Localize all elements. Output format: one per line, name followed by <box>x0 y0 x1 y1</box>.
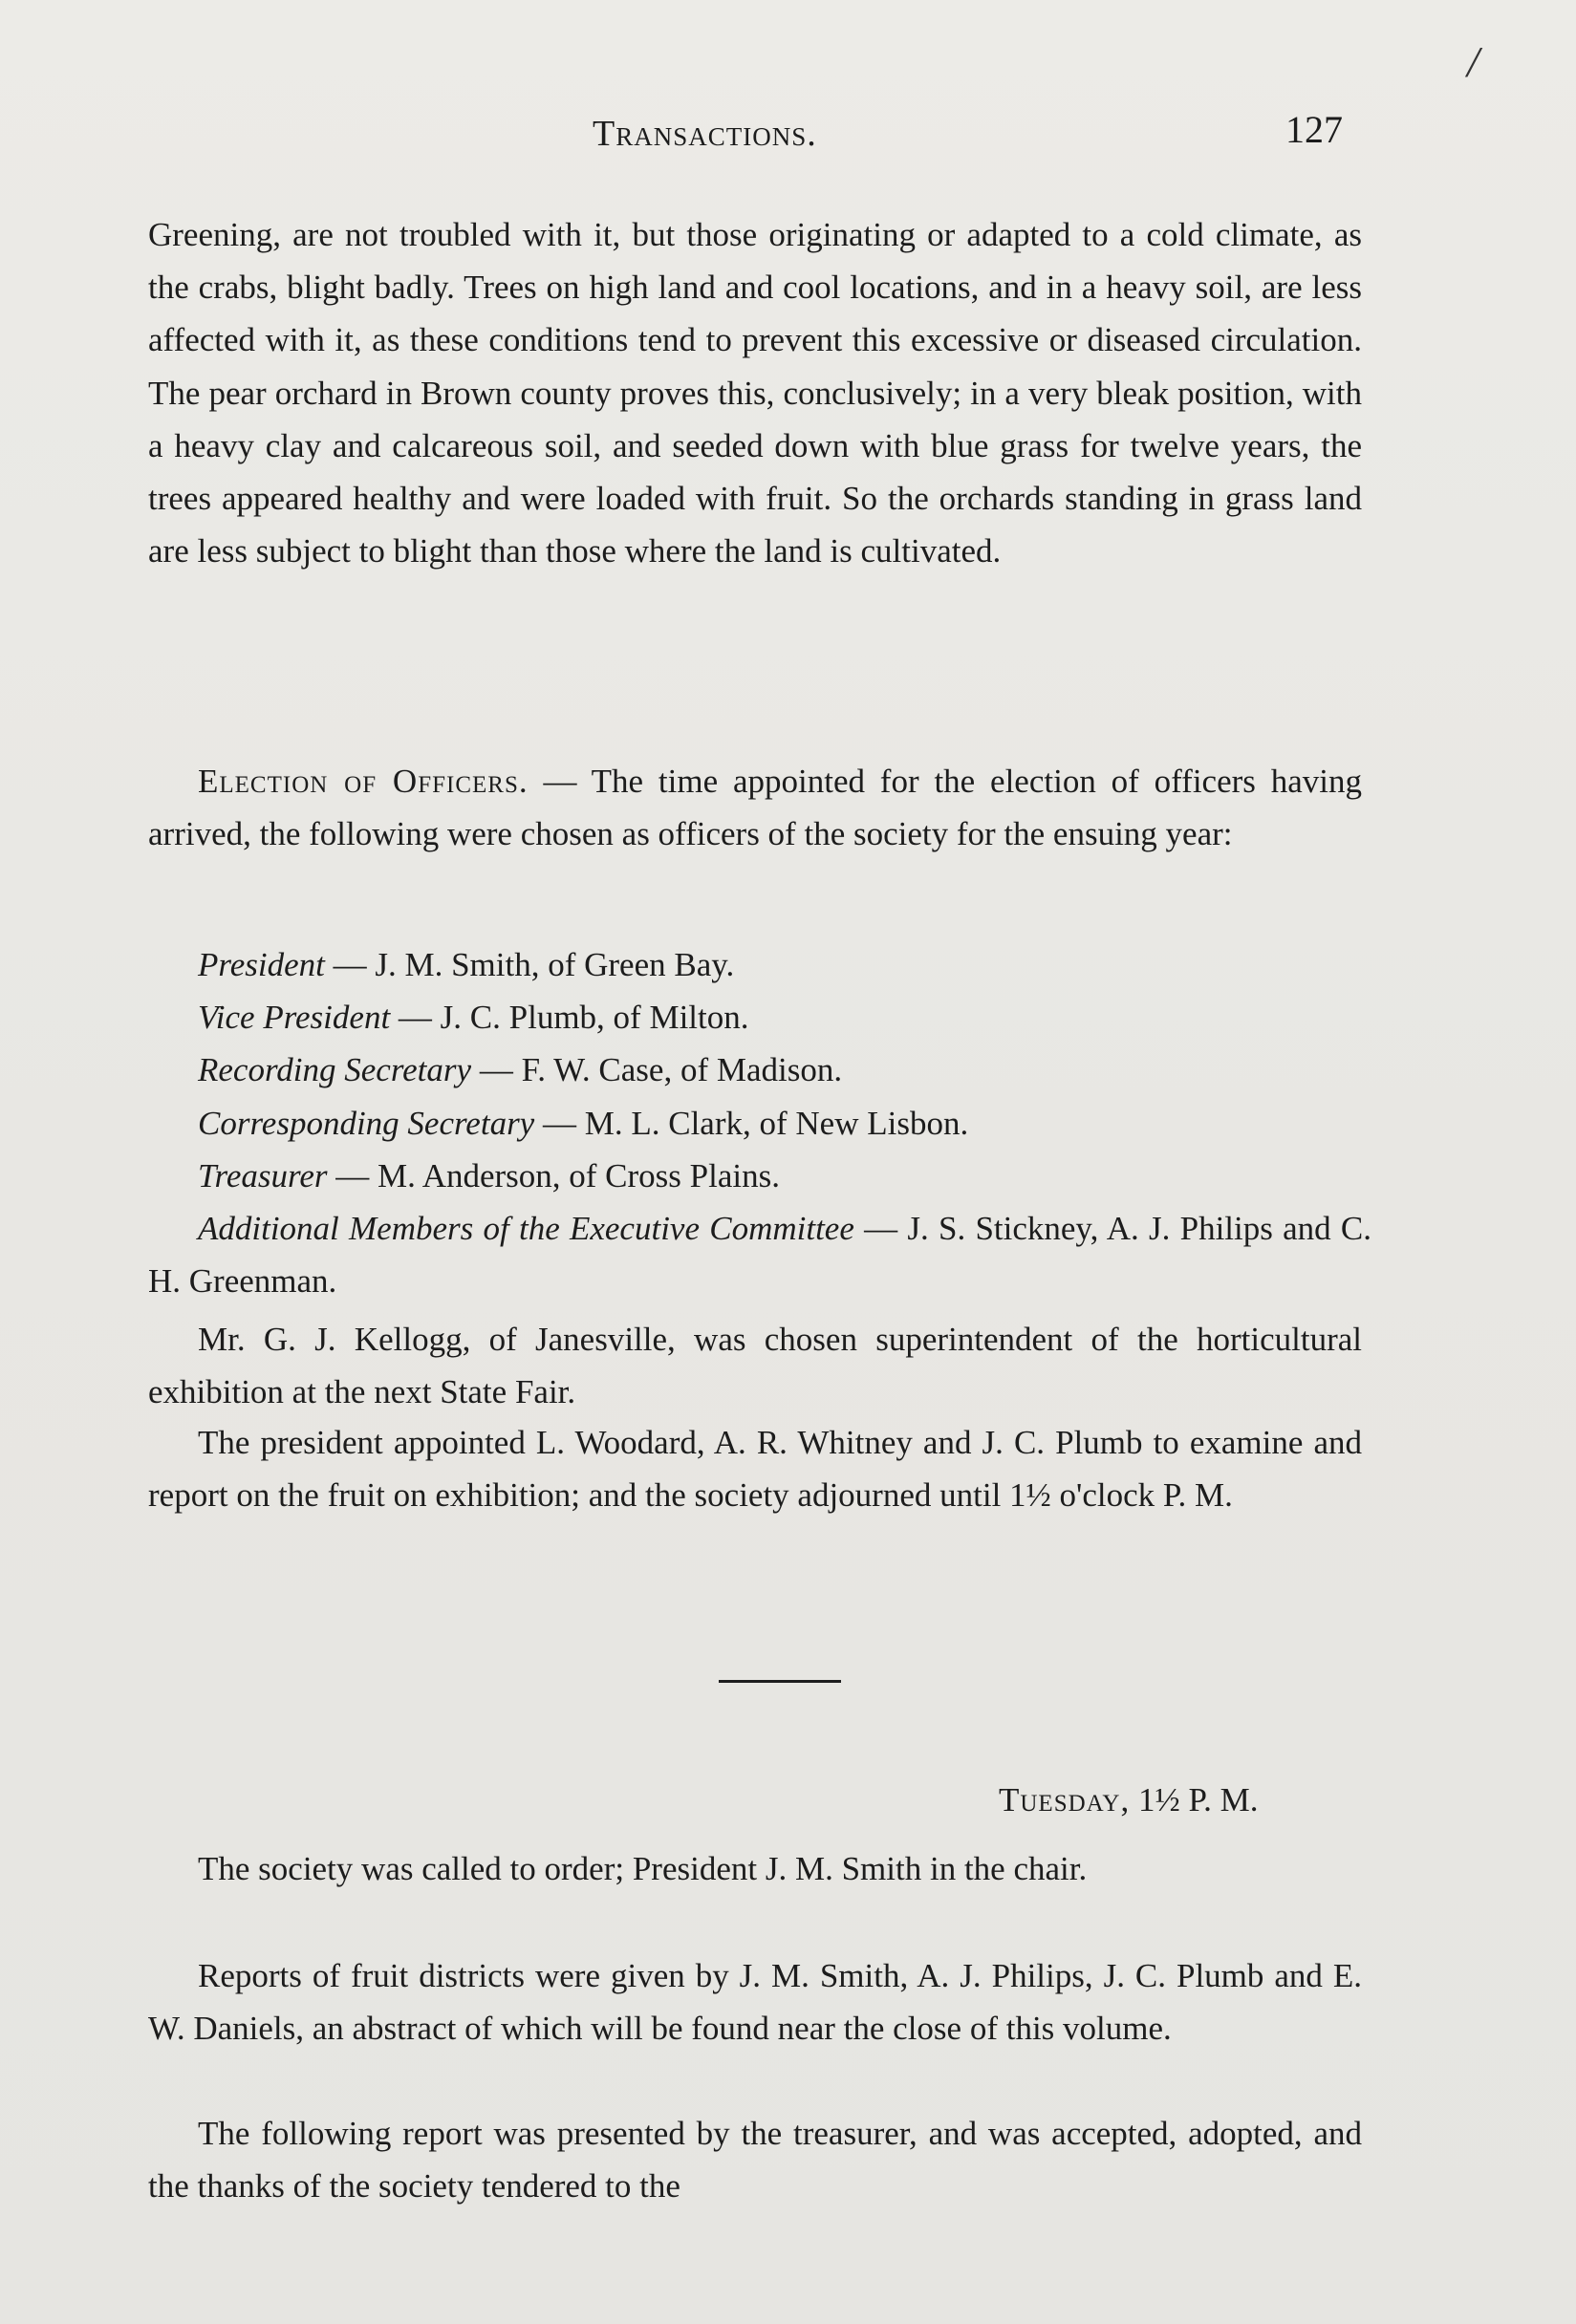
officer-president <box>148 938 1371 991</box>
election-body: — The time appointed for the election of officers having arrived, the following were chosen as officers of the society for the ensuing year: <box>148 763 1362 853</box>
running-head: Transactions. <box>593 114 817 154</box>
officer-name: — J. S. Stickney, A. J. Philips and C. H. Greenman. <box>148 1210 1371 1301</box>
session-time: 1½ P. M. <box>1130 1781 1259 1818</box>
session-heading <box>999 1781 1258 1819</box>
paragraph-reports-text: Reports of fruit districts were given by J. M. Smith, A. J. Philips, J. C. Plumb and E. W. Daniels, an abstract of which will be found near the close of this volume. <box>148 1957 1362 2048</box>
officer-role: Additional Members of the Executive Committee <box>198 1210 854 1248</box>
paragraph-called-to-order-text: The society was called to order; President J. M. Smith in the chair. <box>198 1850 1088 1887</box>
paragraph-kellogg <box>148 1313 1362 1418</box>
paragraph-kellogg-text: Mr. G. J. Kellogg, of Janesville, was chosen superintendent of the horticultural exhibition at the next State Fair. <box>148 1321 1362 1411</box>
officer-name: — M. L. Clark, of New Lisbon. <box>534 1104 969 1142</box>
session-day: Tuesday, <box>999 1781 1131 1818</box>
officer-role: Corresponding Secretary <box>198 1104 535 1142</box>
paragraph-president-appointed-text: The president appointed L. Woodard, A. R. Whitney and J. C. Plumb to examine and report on the fruit on exhibition; and the society adjourned until 1½ o'clock P. M. <box>148 1424 1362 1515</box>
paragraph-treasurer-report <box>148 2107 1362 2212</box>
officer-name: — J. M. Smith, of Green Bay. <box>324 946 735 983</box>
officer-recording-secretary <box>148 1044 1371 1096</box>
officer-name: — J. C. Plumb, of Milton. <box>390 999 749 1037</box>
paragraph-blight-text: Greening, are not troubled with it, but those originating or adapted to a cold climate, as the crabs, blight badly. Trees on high land and cool locations, and in a heavy soil, are less affected with it, as these conditions tend to prevent this excessive or diseased circulation. The pear orchard in Brown county proves this, conclusively; in a very bleak position, with a heavy clay and calcareous soil, and seeded down with blue grass for twelve years, the trees appeared healthy and were loaded with fruit. So the orchards standing in grass land are less subject to blight than those where the land is cultivated. <box>148 216 1362 570</box>
paragraph-called-to-order <box>148 1842 1362 1895</box>
paragraph-treasurer-report-text: The following report was presented by the treasurer, and was accepted, adopted, and the thanks of the society tendered to the <box>148 2115 1362 2206</box>
officer-role: President <box>198 946 325 983</box>
corner-pencil-mark: / <box>1467 37 1479 86</box>
officer-vice-president <box>148 991 1371 1044</box>
page-number: 127 <box>1285 108 1343 151</box>
officer-treasurer <box>148 1150 1371 1202</box>
officer-role: Treasurer <box>198 1156 328 1194</box>
officer-executive-committee <box>148 1202 1371 1307</box>
paragraph-election-text <box>148 755 1362 860</box>
officer-name: — F. W. Case, of Madison. <box>471 1051 843 1089</box>
officer-name: — M. Anderson, of Cross Plains. <box>327 1156 780 1194</box>
paragraph-president-appointed <box>148 1416 1362 1521</box>
paragraph-reports <box>148 1949 1362 2055</box>
officer-role: Vice President <box>198 999 391 1037</box>
section-divider <box>719 1680 841 1683</box>
election-heading: Election of Officers. <box>198 763 529 800</box>
officer-role: Recording Secretary <box>198 1051 472 1089</box>
officer-corresponding-secretary <box>148 1097 1371 1150</box>
paragraph-election <box>148 755 1362 860</box>
officers-list <box>148 938 1371 1307</box>
paragraph-blight <box>148 208 1362 577</box>
